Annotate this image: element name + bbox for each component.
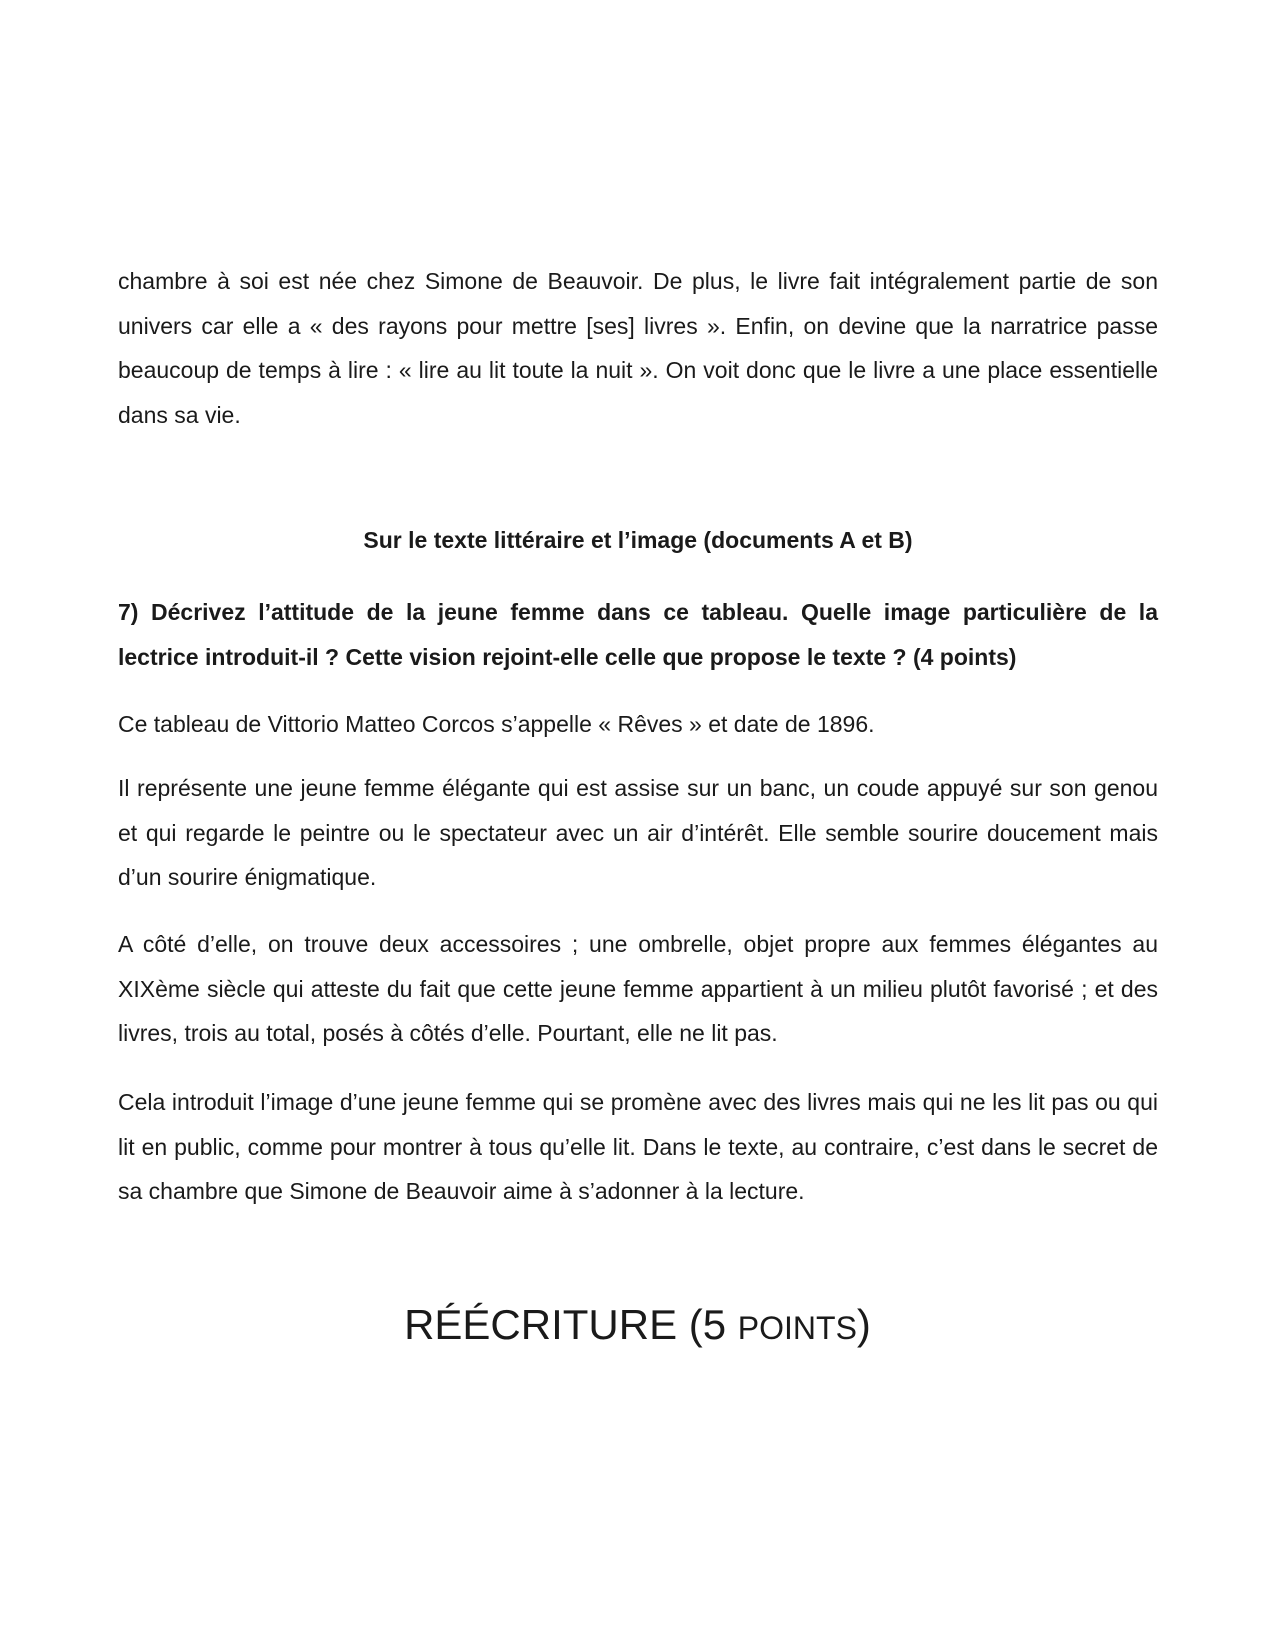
- rewrite-title-open: (5: [677, 1301, 738, 1348]
- question-7: 7) Décrivez l’attitude de la jeune femme dans ce tableau. Quelle image particulière de la lectrice introduit-il ? Cette vision rejoint-elle celle que propose le texte ? (4 points): [118, 599, 1158, 670]
- answer-paragraph-2: Il représente une jeune femme élégante qui est assise sur un banc, un coude appuyé sur son genou et qui regarde le peintre ou le spectateur avec un air d’intérêt. Elle semble sourire doucement mais d’un sourire énigmatique.: [118, 775, 1158, 890]
- answer-paragraph-1: Ce tableau de Vittorio Matteo Corcos s’appelle « Rêves » et date de 1896.: [118, 711, 875, 737]
- intro-paragraph: chambre à soi est née chez Simone de Beauvoir. De plus, le livre fait intégralement partie de son univers car elle a « des rayons pour mettre [ses] livres ». Enfin, on devine que la narratrice passe beaucoup de temps à lire : « lire au lit toute la nuit ». On voit donc que le livre a une place essentielle dans sa vie.: [118, 268, 1158, 428]
- rewrite-title-main: RÉÉCRITURE: [404, 1301, 678, 1348]
- rewrite-section-title: [0, 1300, 1275, 1353]
- answer-paragraph-3: A côté d’elle, on trouve deux accessoires ; une ombrelle, objet propre aux femmes élégantes au XIXème siècle qui atteste du fait que cette jeune femme appartient à un milieu plutôt favorisé ; et des livres, trois au total, posés à côtés d’elle. Pourtant, elle ne lit pas.: [118, 931, 1158, 1046]
- rewrite-title-points: POINTS: [737, 1310, 857, 1346]
- rewrite-title-close: ): [856, 1301, 871, 1348]
- answer-paragraph-4: Cela introduit l’image d’une jeune femme qui se promène avec des livres mais qui ne les lit pas ou qui lit en public, comme pour montrer à tous qu’elle lit. Dans le texte, au contraire, c’est dans le secret de sa chambre que Simone de Beauvoir aime à s’adonner à la lecture.: [118, 1089, 1158, 1204]
- section-heading: Sur le texte littéraire et l’image (documents A et B): [363, 527, 913, 553]
